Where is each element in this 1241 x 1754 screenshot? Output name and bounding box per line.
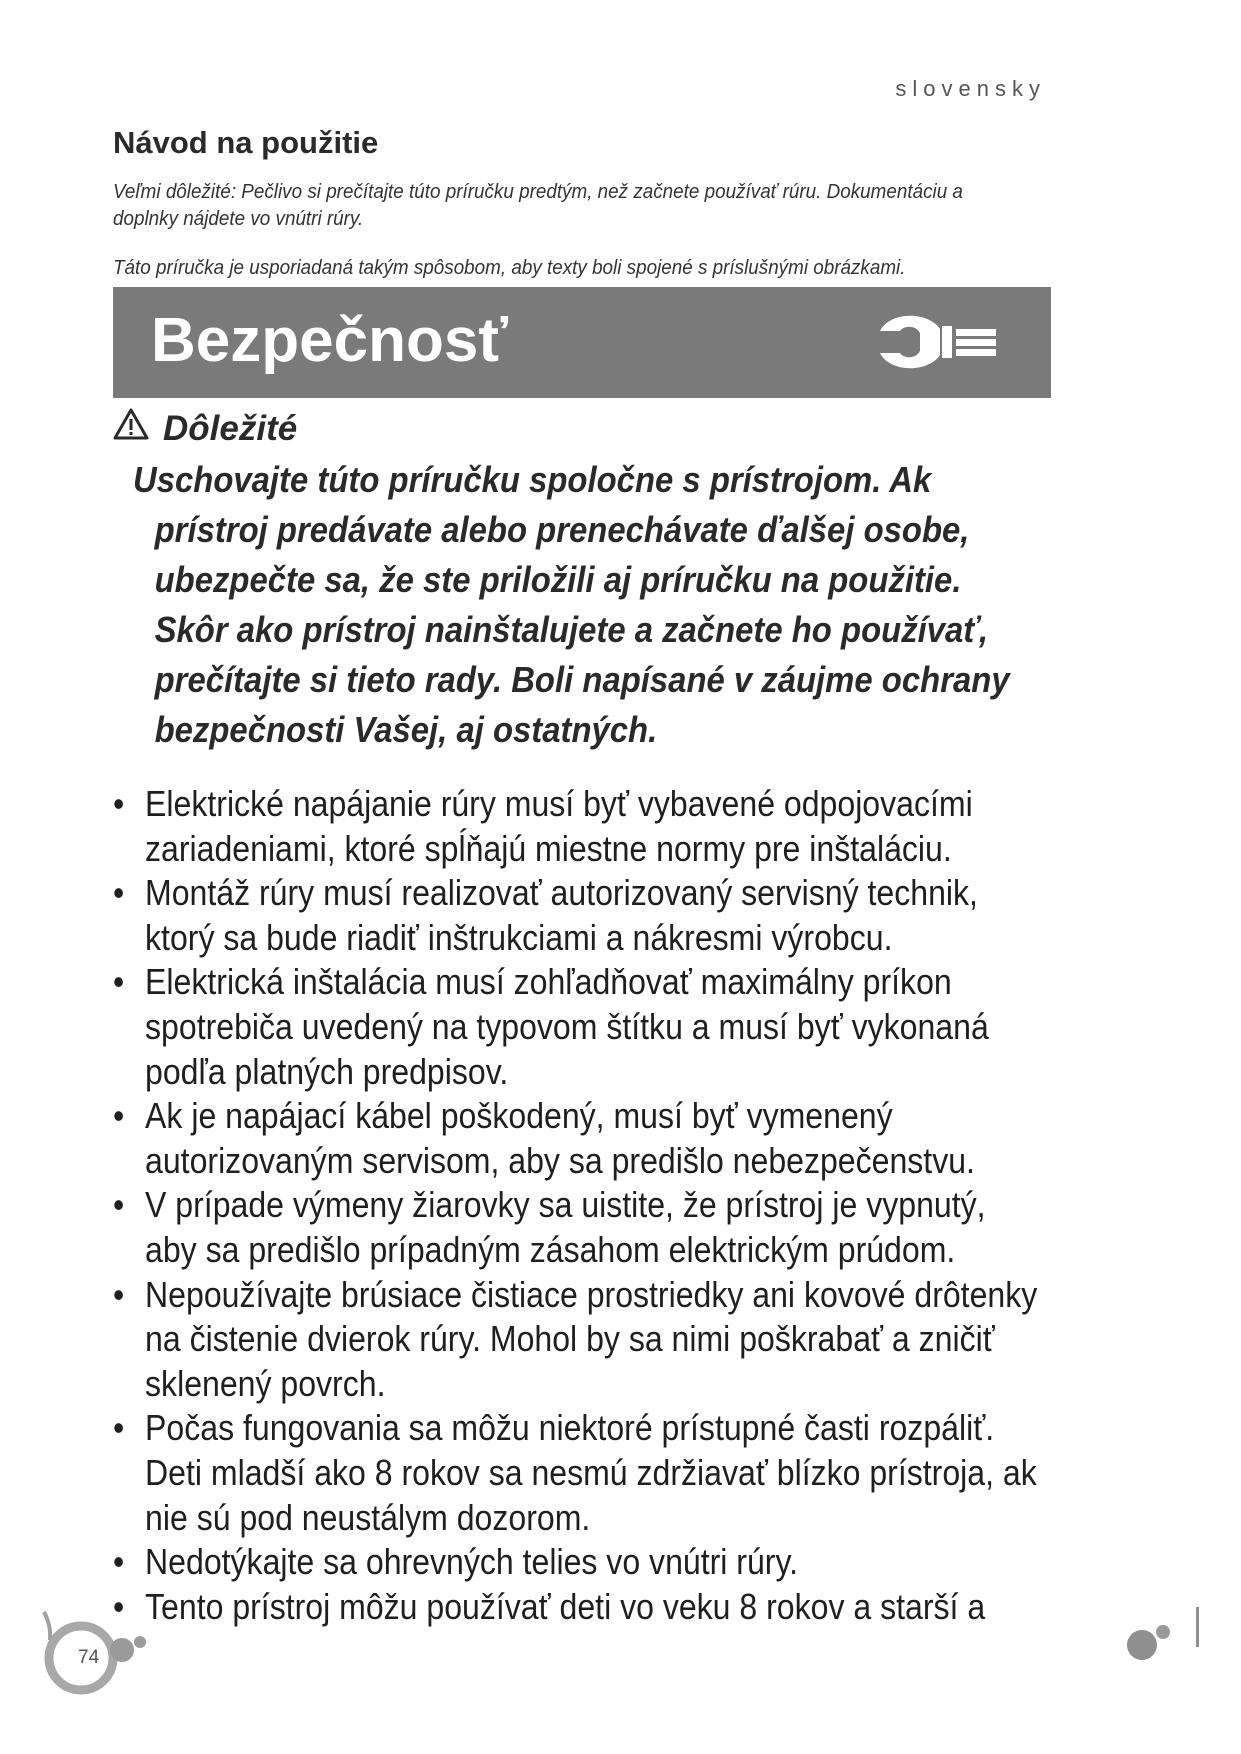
corner-dots-decoration bbox=[1115, 1595, 1205, 1675]
important-heading bbox=[113, 408, 297, 449]
safety-list bbox=[113, 782, 1039, 1629]
important-paragraph bbox=[133, 455, 1015, 755]
section-title: Bezpečnosť bbox=[151, 306, 509, 375]
intro-structure-note: Táto príručka je usporiadaná takým spôsobom, aby texty boli spojené s príslušnými obrázkami. bbox=[113, 256, 906, 279]
warning-triangle-icon bbox=[113, 408, 149, 449]
page-number: 74 bbox=[78, 1647, 100, 1668]
important-paragraph-text: Uschovajte túto príručku spoločne s prístrojom. Ak prístroj predávate alebo prenechávate ďalšej osobe, ubezpečte sa, že ste priložili aj príručku na použitie. Skôr ako prístroj nainštalujete a začnete ho používať, prečítajte si tieto rady. Boli napísané v záujme ochrany bezpečnosti Vašej, aj ostatných. bbox=[133, 459, 1010, 750]
list-item: • Nedotýkajte sa ohrevných telies vo vnútri rúry. bbox=[113, 1540, 1039, 1585]
important-heading-label: Dôležité bbox=[163, 408, 298, 448]
list-item: • Elektrická inštalácia musí zohľadňovať maximálny príkon spotrebiča uvedený na typovom štítku a musí byť vykonaná podľa platných predpisov. bbox=[113, 960, 1039, 1094]
page-title: Návod na použitie bbox=[113, 125, 379, 160]
list-item: • Tento prístroj môžu používať deti vo veku 8 rokov a starší a bbox=[113, 1585, 1039, 1630]
intro-note: Veľmi dôležité: Pečlivo si prečítajte túto príručku predtým, než začnete používať rúru. Dokumentáciu a doplnky nájdete vo vnútri rúry. bbox=[113, 180, 963, 230]
list-item: • Elektrické napájanie rúry musí byť vybavené odpojovacími zariadeniami, ktoré spĺňajú miestne normy pre inštaláciu. bbox=[113, 782, 1039, 871]
list-item: • Počas fungovania sa môžu niektoré prístupné časti rozpáliť. Deti mladší ako 8 rokov sa nesmú zdržiavať blízko prístroja, ak nie sú pod neustálym dozorom. bbox=[113, 1406, 1039, 1540]
list-item: • V prípade výmeny žiarovky sa uistite, že prístroj je vypnutý, aby sa predišlo prípadným zásahom elektrickým prúdom. bbox=[113, 1183, 1039, 1272]
list-item: • Nepoužívajte brúsiace čistiace prostriedky ani kovové drôtenky na čistenie dvierok rúry. Mohol by sa nimi poškrabať a zničiť sklenený povrch. bbox=[113, 1273, 1039, 1407]
section-banner bbox=[113, 287, 1051, 398]
language-label: slovensky bbox=[895, 76, 1046, 101]
list-item: • Ak je napájací kábel poškodený, musí byť vymenený autorizovaným servisom, aby sa predišlo nebezpečenstvu. bbox=[113, 1094, 1039, 1183]
wrench-icon bbox=[876, 309, 1006, 380]
list-item: • Montáž rúry musí realizovať autorizovaný servisný technik, ktorý sa bude riadiť inštrukciami a nákresmi výrobcu. bbox=[113, 871, 1039, 960]
